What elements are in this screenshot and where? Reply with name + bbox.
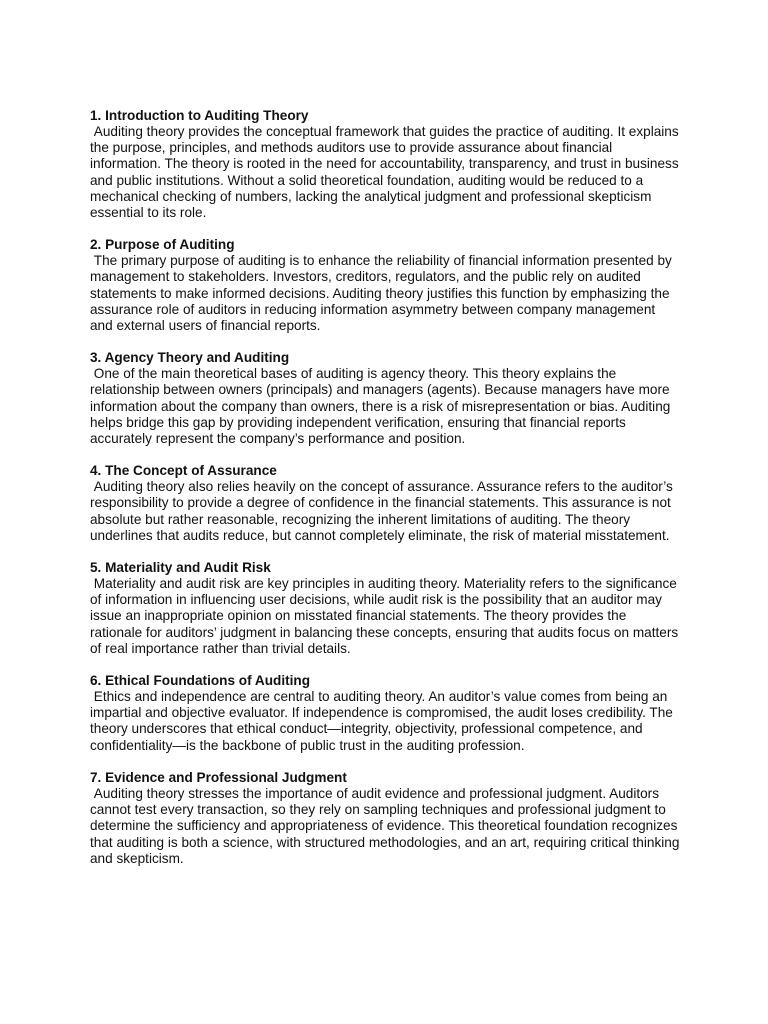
section-assurance <box>90 463 680 544</box>
section-heading: 2. Purpose of Auditing <box>90 237 235 253</box>
section-paragraph: Auditing theory provides the conceptual framework that guides the practice of auditing. It explains the purpose, principles, and methods auditors use to provide assurance about financial information. The theory is rooted in the need for accountability, transparency, and trust in business and public institutions. Without a solid theoretical foundation, auditing would be reduced to a mechanical checking of numbers, lacking the analytical judgment and professional skepticism essential to its role. <box>90 124 683 221</box>
section-evidence <box>90 769 684 867</box>
section-paragraph: Auditing theory also relies heavily on the concept of assurance. Assurance refers to the auditor’s responsibility to provide a degree of confidence in the financial statements. This assurance is not absolute but rather reasonable, recognizing the inherent limitations of auditing. The theory underlines that audits reduce, but cannot completely eliminate, the risk of material misstatement. <box>90 479 677 543</box>
section-ethics <box>90 673 680 754</box>
section-heading: 1. Introduction to Auditing Theory <box>90 108 309 123</box>
document-page <box>90 108 684 883</box>
section-agency-theory <box>90 350 680 447</box>
section-heading: 6. Ethical Foundations of Auditing <box>90 673 311 689</box>
section-heading: 5. Materiality and Audit Risk <box>90 560 271 576</box>
section-heading: 4. The Concept of Assurance <box>90 463 277 479</box>
section-paragraph: Auditing theory stresses the importance of audit evidence and professional judgment. Auditors cannot test every transaction, so they rely on sampling techniques and professional judgment to determine the sufficiency and appropriateness of evidence. This theoretical foundation recognizes that auditing is both a science, with structured methodologies, and an art, requiring critical thinking and skepticism. <box>90 785 684 866</box>
section-introduction <box>90 108 683 221</box>
section-paragraph: Ethics and independence are central to auditing theory. An auditor’s value comes from being an impartial and objective evaluator. If independence is compromised, the audit loses credibility. The theory underscores that ethical conduct—integrity, objectivity, professional competence, and confidentiality—is the backbone of public trust in the auditing profession. <box>90 689 677 753</box>
section-heading: 7. Evidence and Professional Judgment <box>90 769 347 785</box>
section-paragraph: Materiality and audit risk are key principles in auditing theory. Materiality refers to the significance of information in influencing user decisions, while audit risk is the possibility that an auditor may issue an inappropriate opinion on misstated financial statements. The theory provides the rationale for auditors’ judgment in balancing these concepts, ensuring that audits focus on matters of real importance rather than trivial details. <box>90 576 682 656</box>
section-materiality <box>90 560 680 657</box>
section-purpose <box>90 237 680 334</box>
section-paragraph: The primary purpose of auditing is to enhance the reliability of financial information presented by management to stakeholders. Investors, creditors, regulators, and the public rely on audited statements to make informed decisions. Auditing theory justifies this function by emphasizing the assurance role of auditors in reducing information asymmetry between company management and external users of financial reports. <box>90 253 676 334</box>
section-heading: 3. Agency Theory and Auditing <box>90 350 290 366</box>
section-paragraph: One of the main theoretical bases of auditing is agency theory. This theory explains the relationship between owners (principals) and managers (agents). Because managers have more information about the company than owners, there is a risk of misrepresentation or bias. Auditing helps bridge this gap by providing independent verification, ensuring that financial reports accurately represent the company’s performance and position. <box>90 366 675 447</box>
